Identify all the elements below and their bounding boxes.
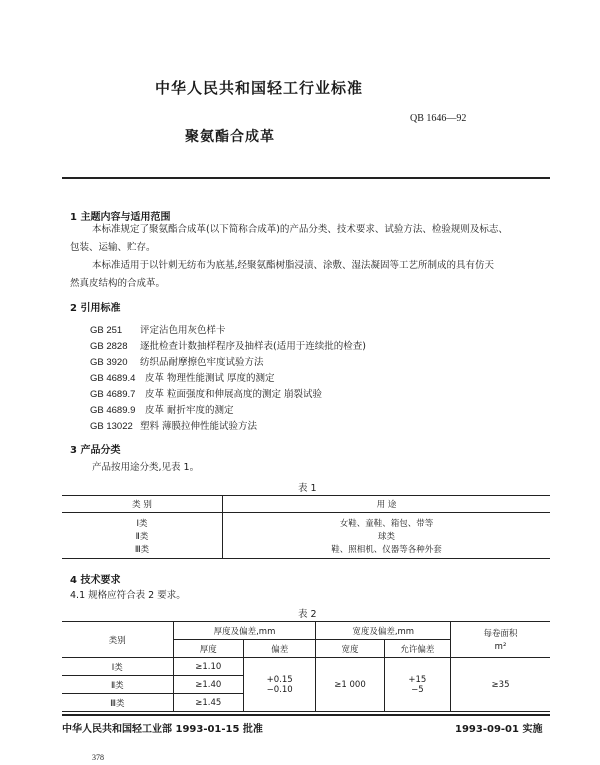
ref-title: 皮革 耐折牢度的测定: [145, 405, 234, 416]
ref-code: GB 2828: [90, 341, 128, 352]
footer-rule: [62, 714, 550, 716]
org-title: 中华人民共和国轻工行业标准: [155, 79, 364, 97]
section-2-heading: 2 引用标准: [70, 303, 121, 314]
table-row: [62, 542, 550, 559]
ref-title: 纺织品耐摩擦色牢度试验方法: [140, 357, 264, 368]
table-1-cell: 鞋、照相机、仪器等各种外套: [331, 544, 442, 555]
section-1-heading: 1 主题内容与适用范围: [70, 212, 171, 223]
table-1-header-usage: 用 途: [223, 496, 551, 513]
dev-plus: +0.15: [266, 674, 293, 685]
table-1-cell: Ⅰ类: [62, 513, 223, 530]
table-2-cell: ≥1.10: [173, 658, 243, 676]
table-2-header-area: [451, 622, 550, 658]
allow-plus: +15: [408, 674, 427, 685]
ref-code: GB 4689.4: [90, 373, 136, 384]
table-2-cell: Ⅰ类: [62, 658, 173, 676]
area-label: 每卷面积: [483, 629, 518, 639]
table-1-cell: 女鞋、童鞋、箱包、带等: [339, 518, 434, 529]
section-4-heading: 4 技术要求: [70, 575, 121, 586]
table-2-header-category: 类别: [62, 622, 173, 658]
table-row: [62, 658, 550, 676]
area-unit: m²: [494, 642, 507, 652]
section-1-para1-line2: 包装、运输、贮存。: [70, 242, 156, 253]
ref-item: [90, 386, 322, 400]
table-2-header-wid: 宽度: [316, 640, 384, 658]
section-1-para1-line1: 本标准规定了聚氨酯合成革(以下简称合成革)的产品分类、技术要求、试验方法、检验规则及标志、: [92, 224, 508, 235]
ref-code: GB 4689.7: [90, 389, 136, 400]
section-4-1-text: 4.1 规格应符合表 2 要求。: [70, 590, 186, 601]
ref-item: [90, 418, 257, 432]
table-1-cell: Ⅲ类: [62, 542, 223, 559]
table-1-caption: 表 1: [298, 483, 317, 494]
ref-code: GB 251: [90, 325, 123, 336]
table-2-dev-cell: [244, 658, 316, 712]
ref-item: [90, 370, 275, 384]
approval-line: 中华人民共和国轻工业部 1993-01-15 批准: [62, 724, 263, 735]
table-1: [62, 495, 550, 559]
section-1-para2-line1: 本标准适用于以针刺无纺布为底基,经聚氨酯树脂浸渍、涂敷、湿法凝固等工艺所制成的具有仿天: [92, 260, 495, 271]
allow-minus: −5: [411, 684, 424, 695]
table-2-header-thick: 厚度: [173, 640, 243, 658]
ref-code: GB 4689.9: [90, 405, 136, 416]
ref-title: 逐批检查计数抽样程序及抽样表(适用于连续批的检查): [140, 341, 366, 352]
table-2: [62, 621, 550, 712]
table-2-width-cell: ≥1 000: [316, 658, 384, 712]
page-number: 378: [92, 753, 104, 762]
table-row: [62, 513, 550, 530]
ref-title: 评定沾色用灰色样卡: [140, 325, 226, 336]
dev-minus: −0.10: [266, 684, 293, 695]
section-3-text: 产品按用途分类,见表 1。: [92, 462, 200, 473]
standard-number: QB 1646—92: [410, 113, 467, 124]
table-2-cell: ≥1.45: [173, 694, 243, 712]
document-title: 聚氨酯合成革: [185, 129, 275, 145]
table-2-header-width: 宽度及偏差,mm: [316, 622, 451, 640]
ref-code: GB 13022: [90, 421, 133, 432]
table-1-cell: 球类: [377, 531, 395, 542]
table-2-cell: Ⅲ类: [62, 694, 173, 712]
ref-title: 塑料 薄膜拉伸性能试验方法: [140, 421, 258, 432]
table-2-header-dev: 偏差: [244, 640, 316, 658]
table-2-allow-cell: [384, 658, 450, 712]
table-1-header-category: 类 别: [62, 496, 223, 513]
table-row: [62, 529, 550, 542]
table-2-cell: Ⅱ类: [62, 676, 173, 694]
table-2-header-allow: 允许偏差: [384, 640, 450, 658]
table-2-caption: 表 2: [298, 609, 317, 620]
ref-item: [90, 402, 234, 416]
ref-item: [90, 338, 366, 352]
section-3-heading: 3 产品分类: [70, 445, 121, 456]
effective-date: 1993-09-01 实施: [455, 724, 543, 735]
header-rule: [62, 177, 550, 179]
section-1-para2-line2: 然真皮结构的合成革。: [70, 278, 166, 289]
ref-title: 皮革 粒面强度和伸展高度的测定 崩裂试验: [145, 389, 323, 400]
table-2-header-thickness: 厚度及偏差,mm: [173, 622, 316, 640]
ref-item: [90, 354, 264, 368]
ref-code: GB 3920: [90, 357, 128, 368]
ref-item: [90, 322, 226, 336]
table-2-area-cell: ≥35: [451, 658, 550, 712]
ref-title: 皮革 物理性能测试 厚度的测定: [145, 373, 275, 384]
table-2-cell: ≥1.40: [173, 676, 243, 694]
table-1-cell: Ⅱ类: [62, 529, 223, 542]
